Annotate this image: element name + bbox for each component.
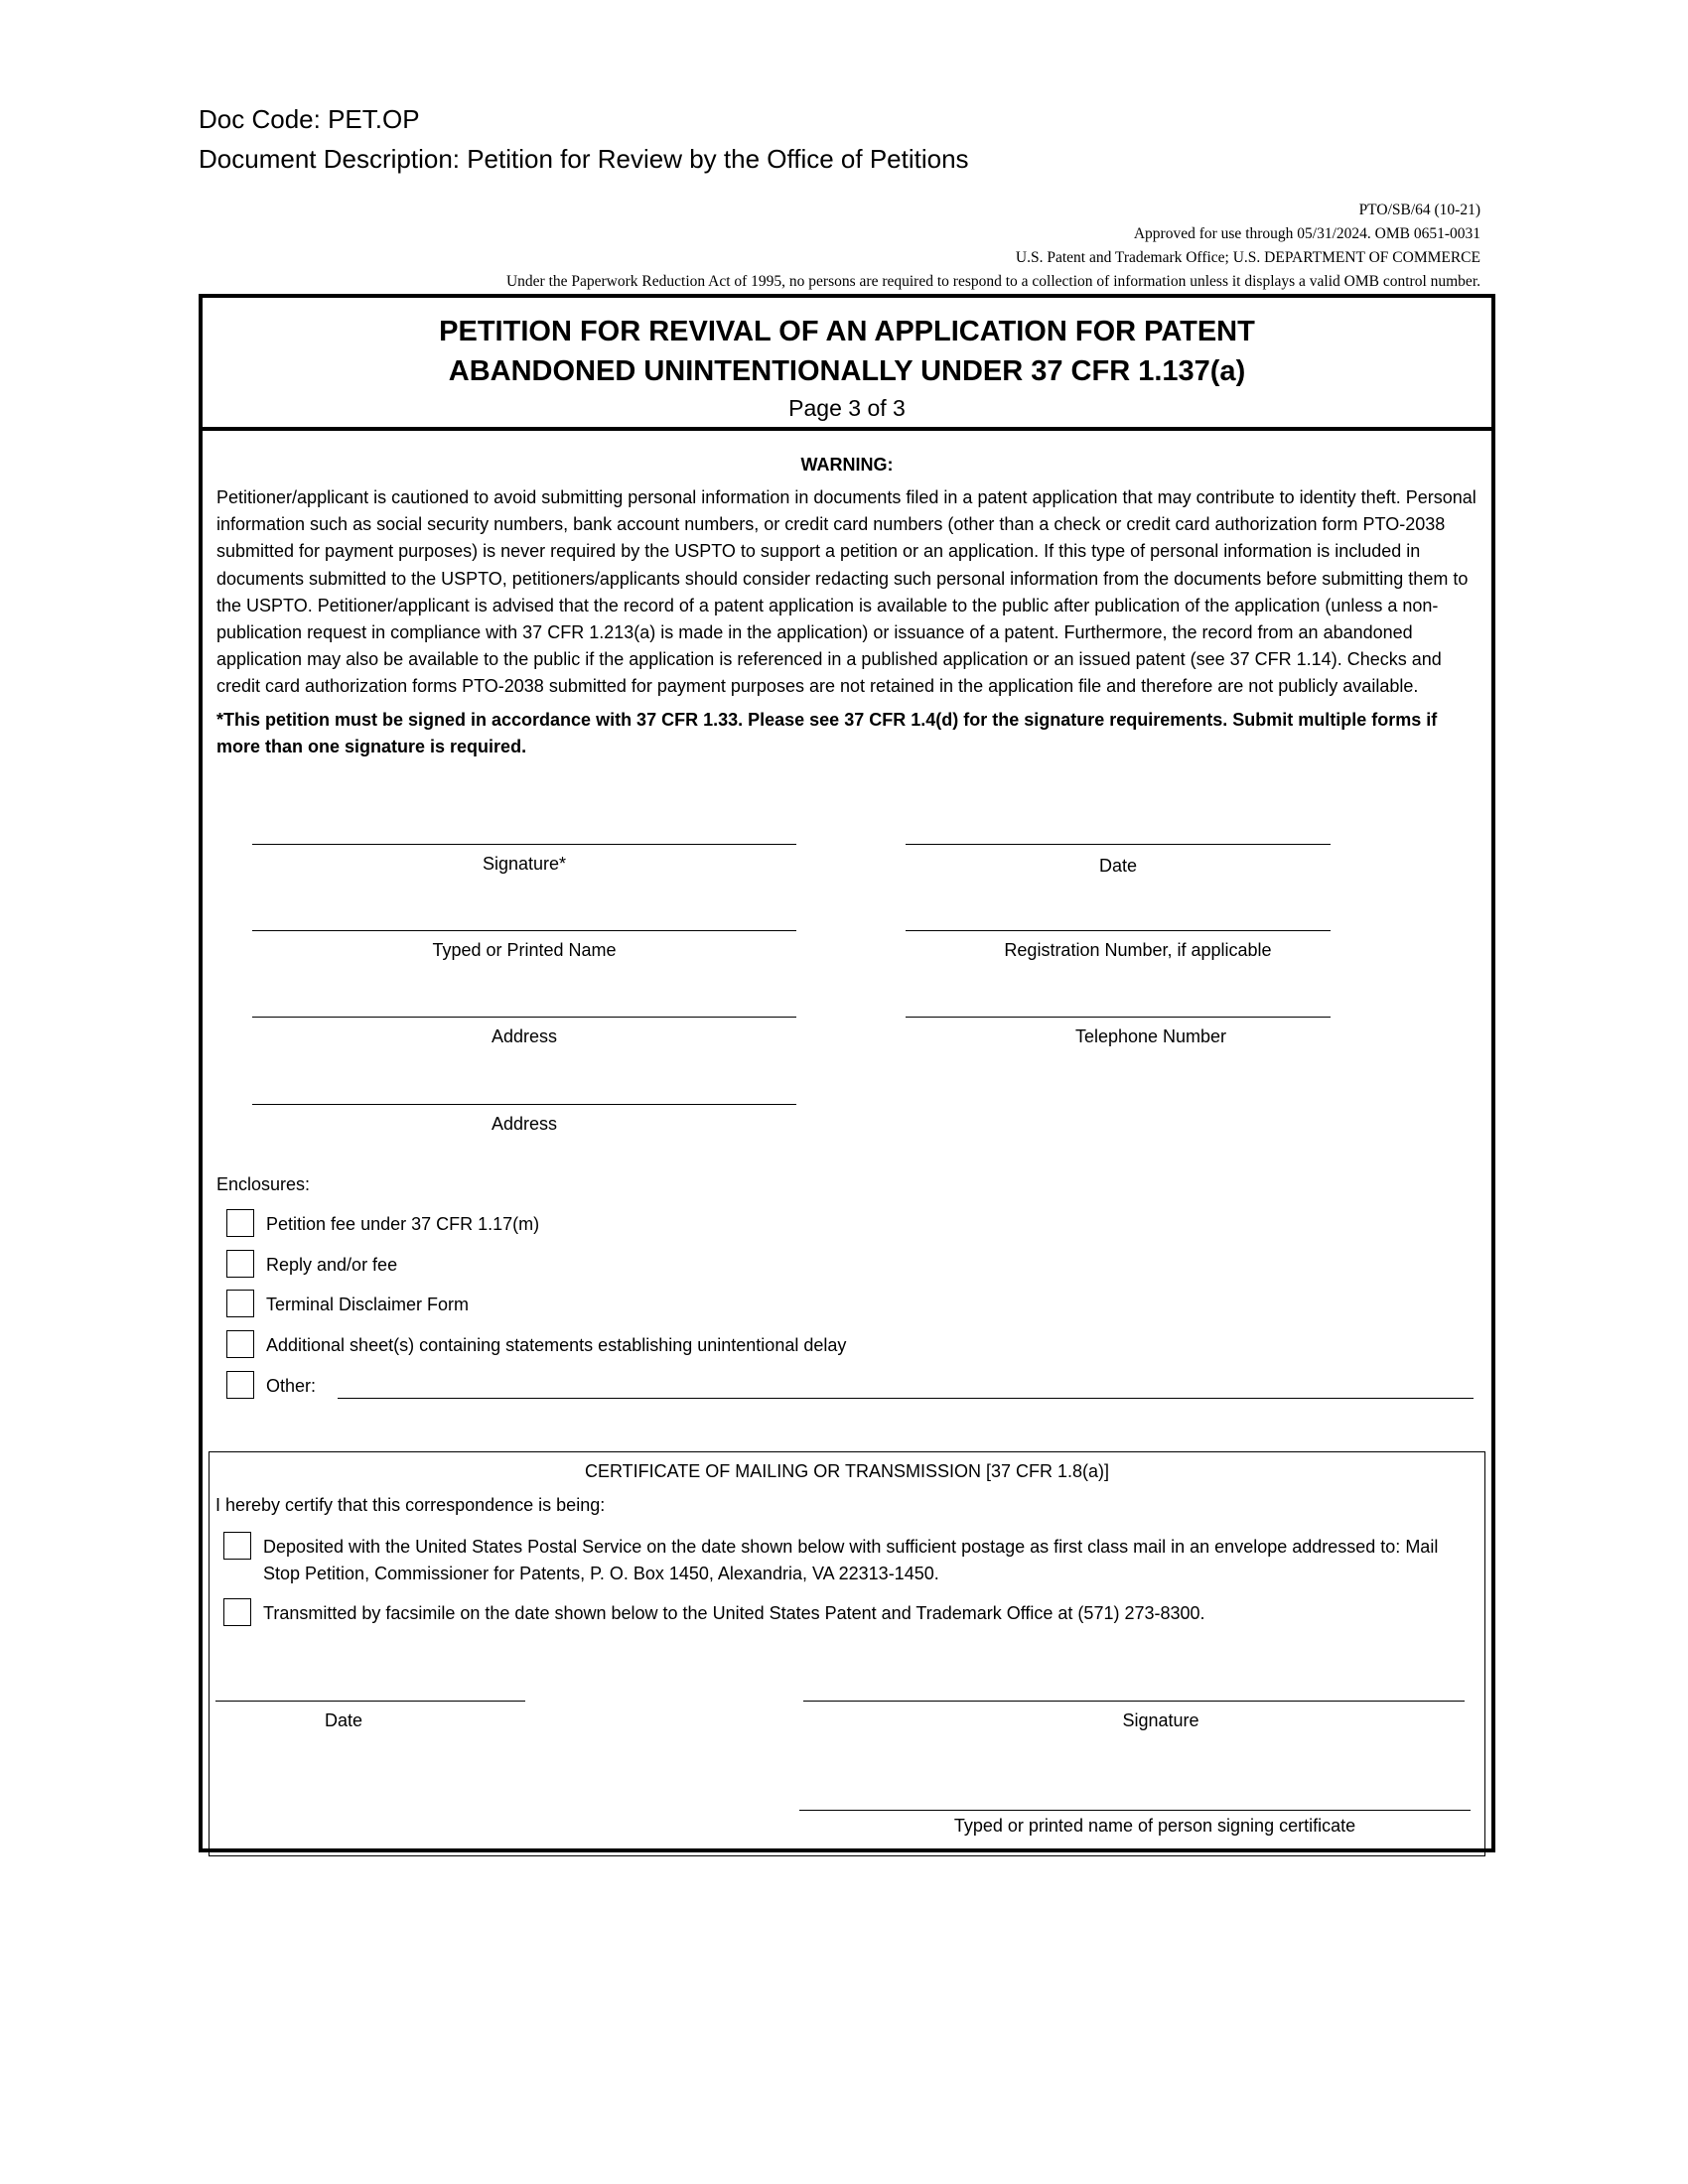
telephone-line [906,1017,1331,1018]
certificate-intro: I hereby certify that this correspondence is being: [215,1495,606,1515]
address-label-1: Address [491,1026,558,1046]
omb-notice [190,199,1480,294]
certificate-typed-name-field[interactable] [799,1810,1471,1837]
enclosure-label: Other: [266,1376,317,1396]
form-number: PTO/SB/64 (10-21) [1358,202,1480,218]
document-header [199,99,969,179]
facsimile-checkbox[interactable] [223,1598,251,1626]
certificate-signature-line [803,1701,1465,1702]
signature-label: Signature* [482,854,567,874]
enclosure-item [226,1332,846,1359]
registration-number-label: Registration Number, if applicable [1004,940,1272,960]
enclosure-item [226,1292,469,1318]
enclosure-item [226,1252,397,1279]
postal-service-checkbox[interactable] [223,1532,251,1560]
address-field-2[interactable] [252,1104,796,1135]
address-field-1[interactable] [252,1017,796,1047]
doc-description: Document Description: Petition for Review by the Office of Petitions [199,144,969,174]
form-frame [199,294,1495,1852]
signature-line [252,844,796,845]
additional-sheets-checkbox[interactable] [226,1330,254,1358]
signature-field[interactable] [252,844,796,875]
enclosure-label: Reply and/or fee [266,1255,398,1275]
certificate-option [223,1600,1465,1627]
certificate-option-label: Transmitted by facsimile on the date shown below to the United States Patent and Trademark Office at (571) 273-8300. [263,1603,1205,1623]
certificate-signature-field[interactable] [803,1701,1465,1731]
enclosure-item [226,1211,539,1238]
registration-number-line [906,930,1331,931]
page-number: Page 3 of 3 [788,395,906,421]
typed-name-label: Typed or Printed Name [432,940,617,960]
form-title-line-1: PETITION FOR REVIVAL OF AN APPLICATION FOR PATENT [439,316,1255,347]
agency-name: U.S. Patent and Trademark Office; U.S. DEPARTMENT OF COMMERCE [1015,249,1480,266]
telephone-field[interactable] [906,1017,1331,1047]
address-label-2: Address [491,1114,558,1134]
certificate-date-label: Date [325,1710,363,1730]
date-label: Date [1098,856,1138,876]
doc-code: Doc Code: PET.OP [199,104,420,134]
certificate-option-label: Deposited with the United States Postal Service on the date shown below with sufficient postage as first class mail in an envelope addressed to: Mail Stop Petition, Commissioner for Patents, P. O. Box 1450, Alexandria, VA 22313-1450. [263,1537,1439,1583]
typed-name-line [252,930,796,931]
certificate-box [209,1451,1485,1856]
form-body [203,431,1491,1836]
certificate-title: CERTIFICATE OF MAILING OR TRANSMISSION [37 CFR 1.8(a)] [584,1461,1110,1481]
form-title-box [203,298,1491,431]
typed-name-field[interactable] [252,930,796,961]
form-title-line-2: ABANDONED UNINTENTIONALLY UNDER 37 CFR 1.137(a) [448,355,1246,387]
certificate-typed-name-line [799,1810,1471,1811]
reply-fee-checkbox[interactable] [226,1250,254,1278]
certificate-signature-label: Signature [1122,1710,1199,1730]
warning-text: Petitioner/applicant is cautioned to avoid submitting personal information in documents filed in a patent application that may contribute to identity theft. Personal information such as social security numbers, bank account numbers, or credit card numbers (other than a check or credit card authorization form PTO-2038 submitted for payment purposes) is never required by the USPTO to support a petition or an application. If this type of personal information is included in documents submitted to the USPTO, petitioners/applicants should consider redacting such personal information from the documents before submitting them to the USPTO. Petitioner/applicant is advised that the record of a patent application is available to the public after publication of the application (unless a non-publication request in compliance with 37 CFR 1.213(a) is made in the application) or issuance of a patent. Furthermore, the record from an abandoned application may also be available to the public if the application is referenced in a published application or an issued patent (see 37 CFR 1.14). Checks and credit card authorization forms PTO-2038 submitted for payment purposes are not retained in the application file and therefore are not publicly available. [216,487,1477,697]
paperwork-notice: Under the Paperwork Reduction Act of 1995, no persons are required to respond to a collection of information unless it displays a valid OMB control number. [505,273,1480,290]
certificate-option [223,1534,1465,1587]
certificate-typed-name-label: Typed or printed name of person signing certificate [953,1816,1356,1836]
address-line-2 [252,1104,796,1105]
enclosure-label: Petition fee under 37 CFR 1.17(m) [266,1214,540,1234]
other-input-line[interactable] [338,1398,1474,1399]
date-field[interactable] [906,844,1331,877]
certificate-date-field[interactable] [215,1701,525,1731]
enclosures-heading: Enclosures: [216,1174,311,1194]
terminal-disclaimer-checkbox[interactable] [226,1290,254,1317]
date-line [906,844,1331,845]
enclosure-label: Additional sheet(s) containing statements establishing unintentional delay [266,1335,847,1355]
warning-heading: WARNING: [800,455,894,475]
address-line-1 [252,1017,796,1018]
enclosure-label: Terminal Disclaimer Form [266,1295,470,1314]
petition-fee-checkbox[interactable] [226,1209,254,1237]
other-checkbox[interactable] [226,1371,254,1399]
registration-number-field[interactable] [906,930,1331,961]
certificate-date-line [215,1701,525,1702]
telephone-label: Telephone Number [1074,1026,1227,1046]
omb-approval: Approved for use through 05/31/2024. OMB 0651-0031 [1133,225,1480,242]
signature-requirement-note: *This petition must be signed in accordance with 37 CFR 1.33. Please see 37 CFR 1.4(d) for the signature requirements. Submit multiple forms if more than one signature is required. [216,709,1438,757]
enclosure-item [226,1373,316,1400]
